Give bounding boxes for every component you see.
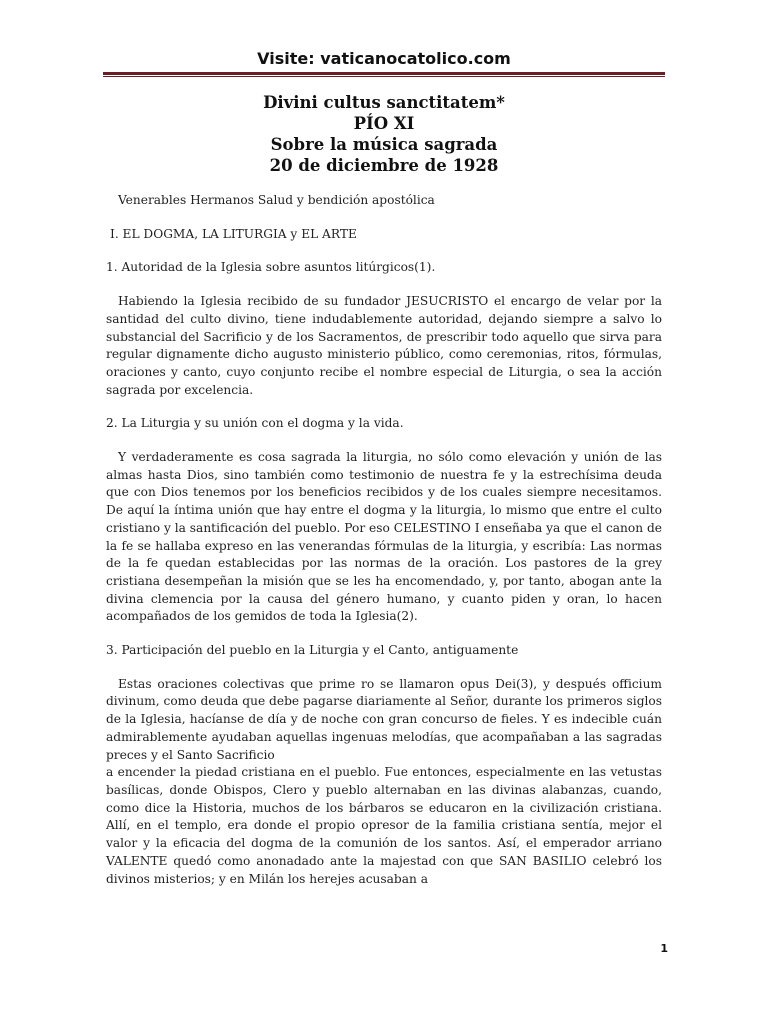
section-heading: I. EL DOGMA, LA LITURGIA y EL ARTE [110, 226, 357, 241]
greeting: Venerables Hermanos Salud y bendición apostólica [118, 193, 435, 207]
title-line-date: 20 de diciembre de 1928 [269, 156, 499, 175]
title-line-subject: Sobre la música sagrada [270, 135, 498, 154]
paragraph-3a: Estas oraciones colectivas que prime ro se llamaron opus Dei(3), y después officium divinum, como deuda que debe pagarse diariamente al Señor, durante los primeros siglos de la Iglesia, hacíanse de día y de noche con gran concurso de fieles. Y es indecible cuán admirablemente ayudaban aquellas ingenuas melodías, que acompañaban a las sagradas preces y el Santo Sacrificio [106, 676, 662, 762]
document-title [103, 92, 665, 176]
subsection-title-2: 2. La Liturgia y su unión con el dogma y la vida. [106, 416, 404, 431]
paragraph-2: Y verdaderamente es cosa sagrada la liturgia, no sólo como elevación y unión de las almas hasta Dios, sino también como testimonio de nuestra fe y la estrechísima deuda que con Dios tenemos por los beneficios recibidos y de los cuales siempre necesitamos. De aquí la íntima unión que hay entre el dogma y la liturgia, lo mismo que entre el culto cristiano y la santificación del pueblo. Por eso CELESTINO I enseñaba ya que el canon de la fe se hallaba expreso en las venerandas fórmulas de la liturgia, y escribía: Las normas de la fe quedan establecidas por las normas de la oración. Los pastores de la grey cristiana desempeñan la misión que se les ha encomendado, y, por tanto, abogan ante la divina clemencia por la causa del género humano, y cuanto piden y oran, lo hacen acompañados de los gemidos de toda la Iglesia(2). [106, 450, 662, 624]
paragraph-1: Habiendo la Iglesia recibido de su fundador JESUCRISTO el encargo de velar por la santidad del culto divino, tiene indudablemente autoridad, dejando siempre a salvo lo substancial del Sacrificio y de los Sacramentos, de prescribir todo aquello que sirva para regular dignamente dicho augusto ministerio público, como ceremonias, ritos, fórmulas, oraciones y canto, cuyo conjunto recibe el nombre especial de Liturgia, o sea la acción sagrada por excelencia. [106, 294, 662, 397]
header-rule-thick [103, 72, 665, 75]
title-line-pope: PÍO XI [353, 114, 415, 133]
site-header: Visite: vaticanocatolico.com [257, 49, 511, 68]
paragraph-3b: a encender la piedad cristiana en el pueblo. Fue entonces, especialmente en las vetustas basílicas, donde Obispos, Clero y pueblo alternaban en las divinas alabanzas, cuando, como dice la Historia, muchos de los bárbaros se educaron en la civilización cristiana. Allí, en el templo, era donde el propio opresor de la familia cristiana sentía, mejor el valor y la eficacia del dogma de la comunión de los santos. Así, el emperador arriano VALENTE quedó como anonadado ante la majestad con que SAN BASILIO celebró los divinos misterios; y en Milán los herejes acusaban a [106, 765, 662, 886]
header-rule-thin [103, 76, 665, 77]
title-line-encyclical: Divini cultus sanctitatem* [263, 93, 505, 112]
subsection-title-3: 3. Participación del pueblo en la Liturgia y el Canto, antiguamente [106, 643, 519, 658]
document-body [106, 192, 662, 888]
subsection-title-1: 1. Autoridad de la Iglesia sobre asuntos litúrgicos(1). [106, 260, 436, 275]
page-number: 1 [660, 942, 668, 955]
